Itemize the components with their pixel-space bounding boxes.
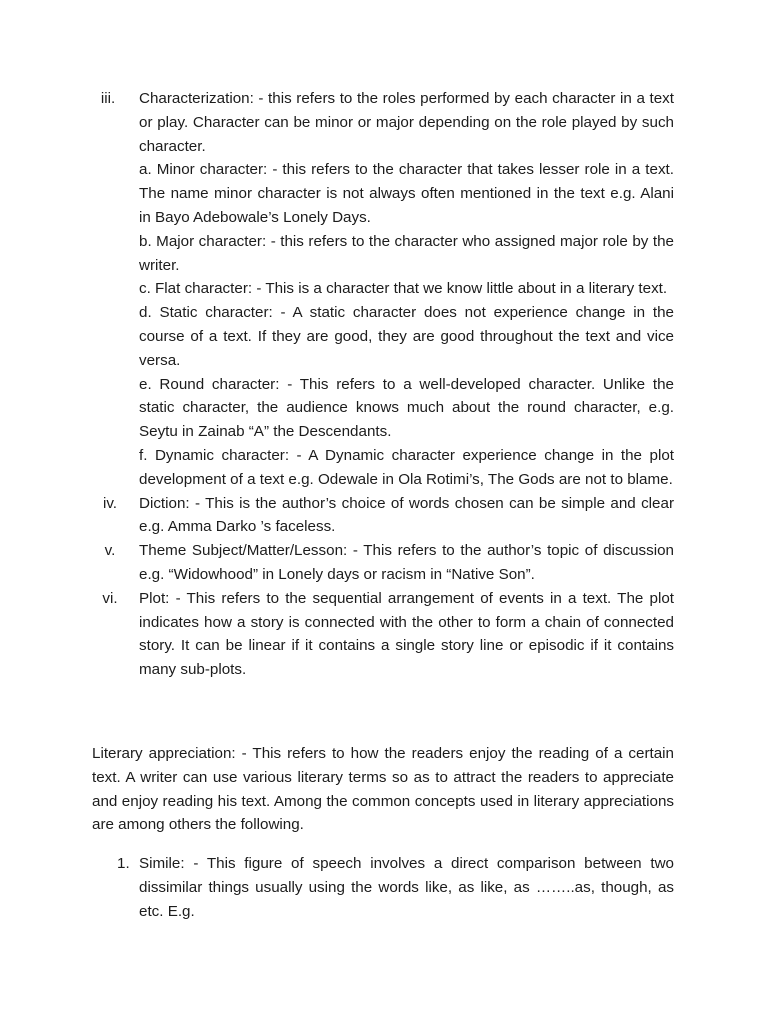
numbered-list <box>92 852 674 923</box>
list-item-text: Diction: - This is the author’s choice of words chosen can be simple and clear e.g. Amma Darko ’s faceless. <box>139 494 674 536</box>
list-item-simile <box>92 852 674 923</box>
list-marker: v. <box>104 542 116 560</box>
list-item-diction <box>92 492 674 540</box>
subitem-minor-character: a. Minor character: - this refers to the character that takes lesser role in a text. The name minor character is not always often mentioned in the text e.g. Alani in Bayo Adebowale’s Lonely Days. <box>139 161 674 226</box>
list-marker: iii. <box>100 90 116 107</box>
list-item-theme <box>92 539 674 587</box>
list-item-text: Simile: - This figure of speech involves a direct comparison between two dissimilar things usually using the words like, as like, as ……..as, though, as etc. E.g. <box>139 855 674 920</box>
subitem-dynamic-character: f. Dynamic character: - A Dynamic character experience change in the plot development of a text e.g. Odewale in Ola Rotimi’s, The Gods are not to blame. <box>139 446 674 488</box>
list-marker: iv. <box>102 494 118 512</box>
list-item-text: Characterization: - this refers to the roles performed by each character in a text or play. Character can be minor or major depending on the role played by such character. <box>139 90 674 155</box>
list-item-text: Plot: - This refers to the sequential arrangement of events in a text. The plot indicates how a story is connected with the other to form a chain of connected story. It can be linear if it contains a single story line or episodic if it contains many sub-plots. <box>139 589 674 679</box>
literary-appreciation-paragraph: Literary appreciation: - This refers to how the readers enjoy the reading of a certain text. A writer can use various literary terms so as to attract the readers to appreciate and enjoy reading his text. Among the common concepts used in literary appreciations are among others the following. <box>92 745 674 834</box>
subitem-major-character: b. Major character: - this refers to the character who assigned major role by the writer. <box>139 232 674 274</box>
subitem-flat-character: c. Flat character: - This is a character that we know little about in a literary text. <box>139 280 668 298</box>
list-item-text: Theme Subject/Matter/Lesson: - This refers to the author’s topic of discussion e.g. “Widowhood” in Lonely days or racism in “Native Son”. <box>139 542 674 583</box>
list-marker: 1. <box>117 855 130 872</box>
list-marker: vi. <box>102 589 118 607</box>
roman-numeral-list <box>92 87 674 682</box>
list-item-plot <box>92 587 674 682</box>
subitem-static-character: d. Static character: - A static character does not experience change in the course of a text. If they are good, they are good throughout the text and vice versa. <box>139 304 674 369</box>
list-item-characterization <box>92 87 674 492</box>
subitem-round-character: e. Round character: - This refers to a well-developed character. Unlike the static character, the audience knows much about the round character, e.g. Seytu in Zainab “A” the Descendants. <box>139 375 674 441</box>
